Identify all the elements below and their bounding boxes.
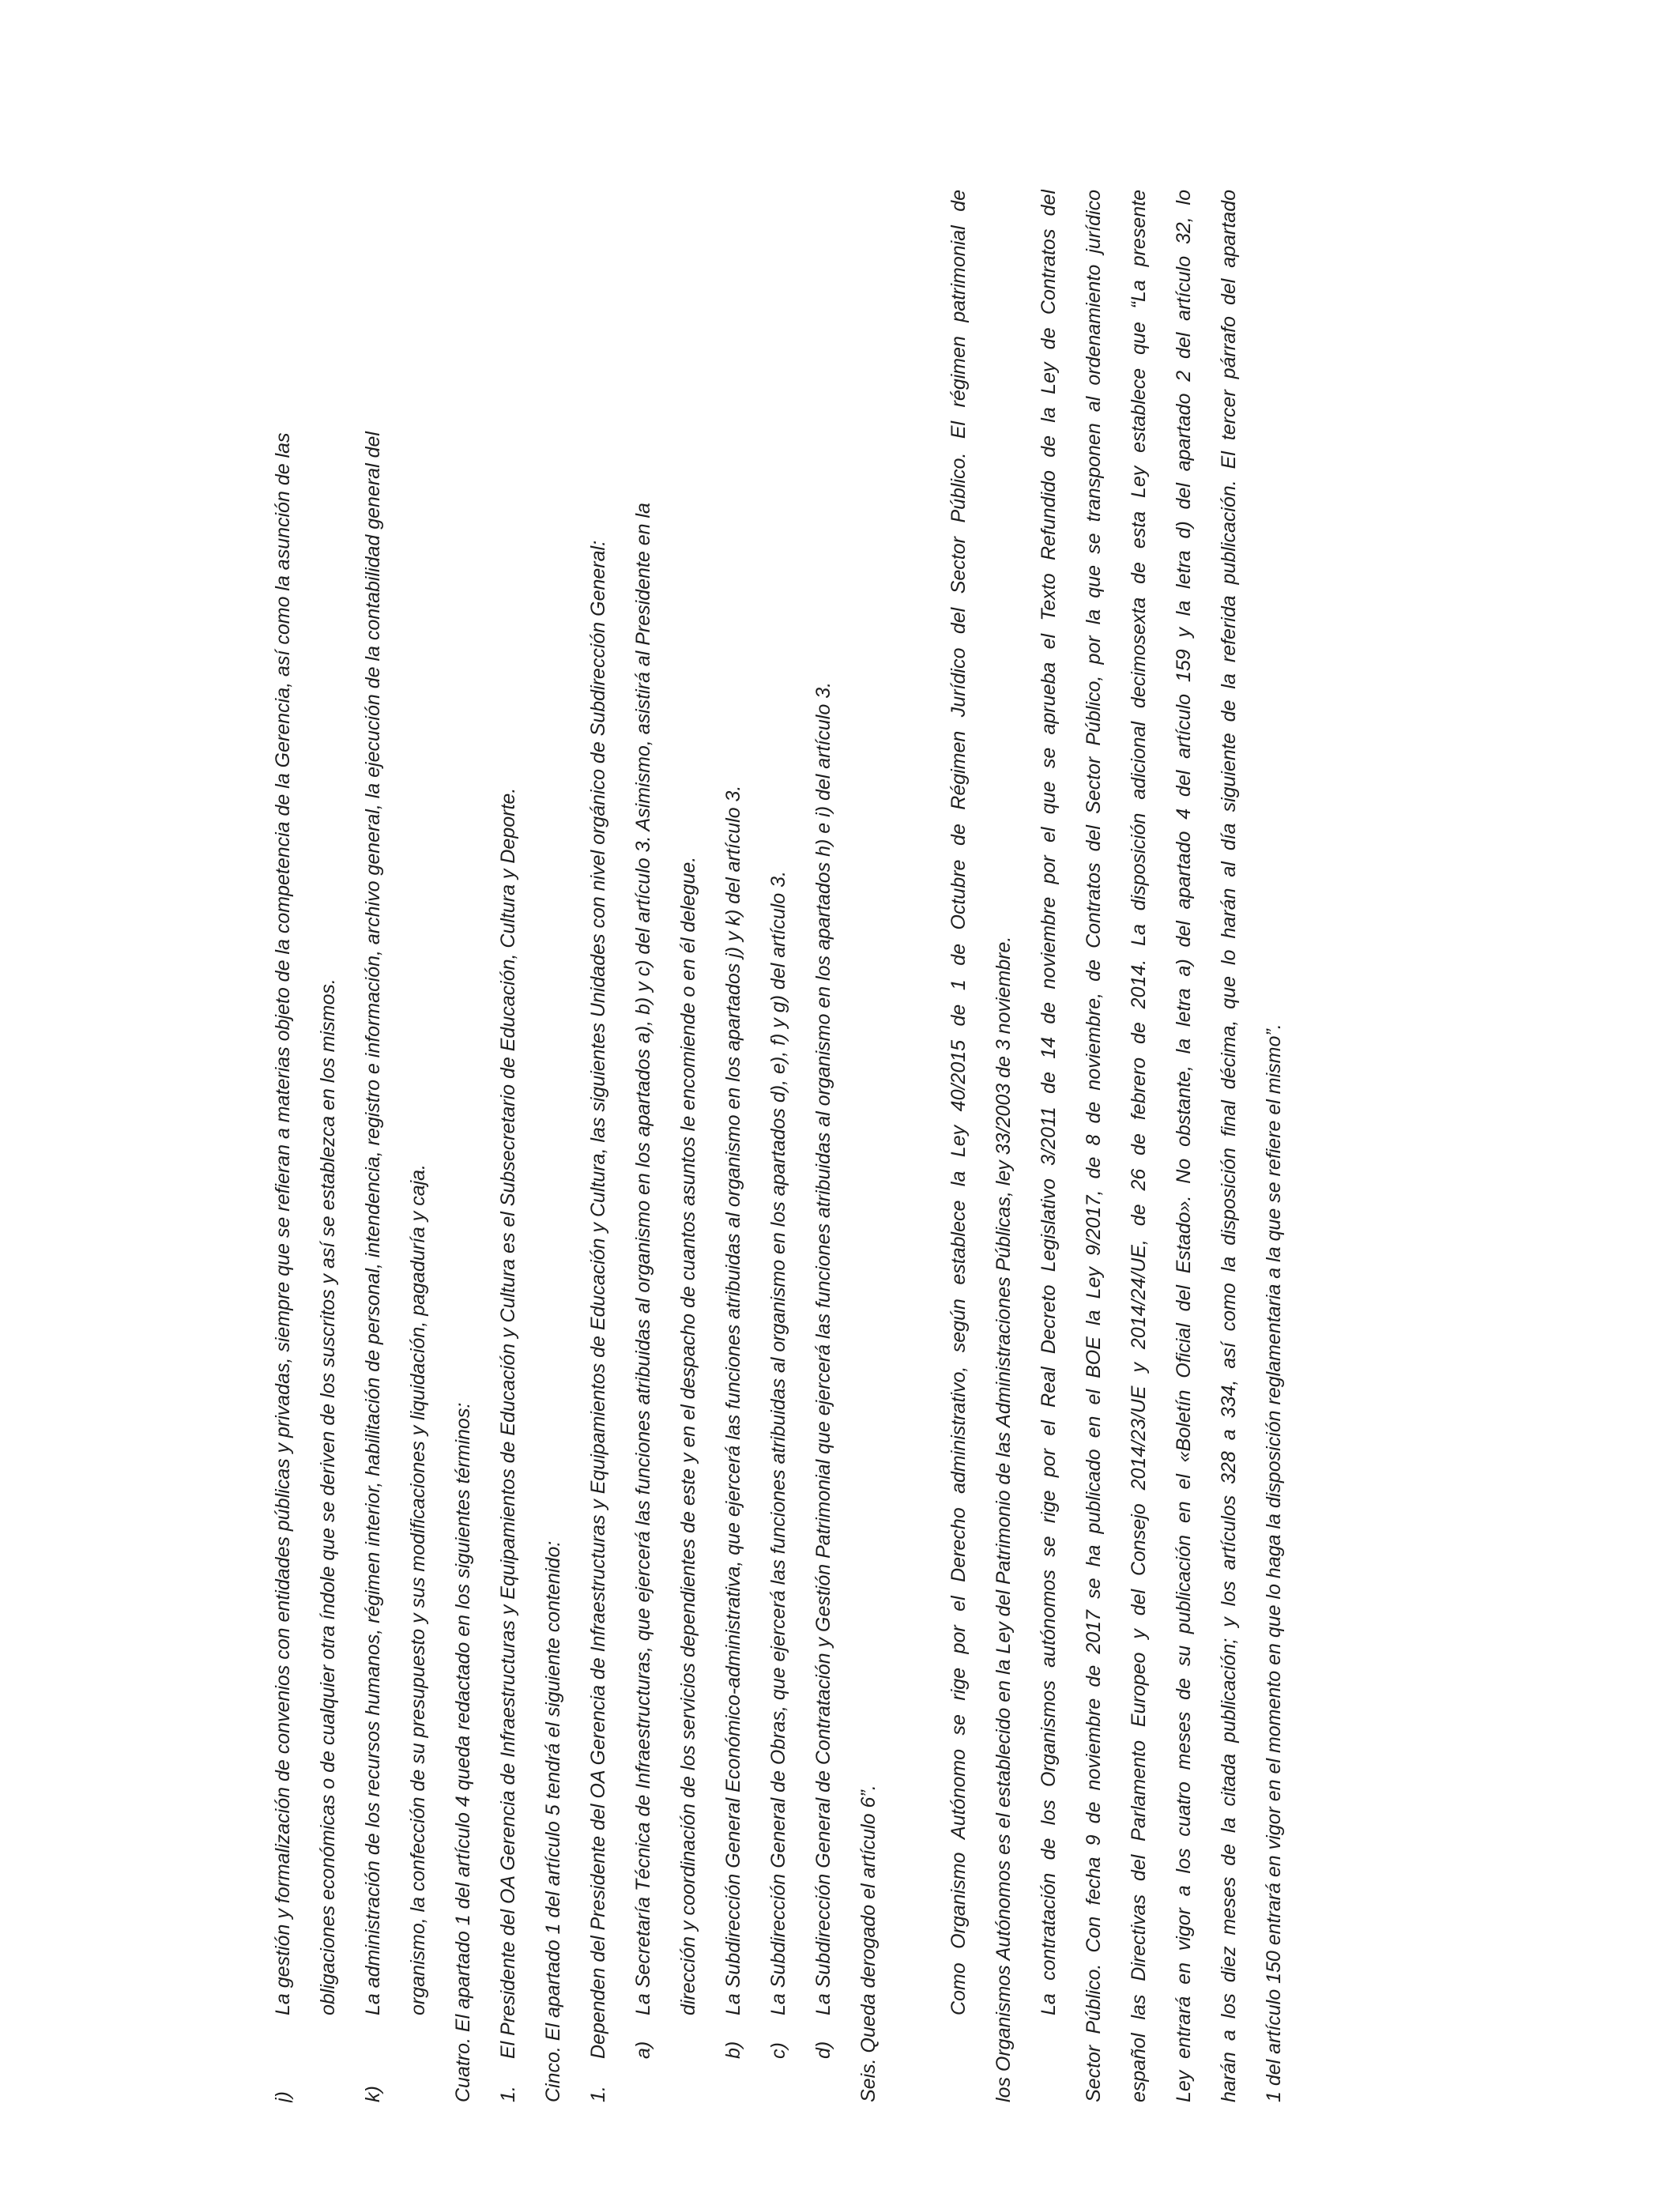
list-item-label: 1. [587, 2086, 609, 2102]
sub-item-b [711, 190, 756, 2102]
cuatro-item [486, 190, 531, 2102]
list-item-text: La Secretaría Técnica de Infraestructuras, que ejercerá las funciones atribuidas al organismo en los apartados a), b) y c) del artículo 3. Asimismo, asistirá al Presidente en la [632, 503, 654, 2015]
paragraph-line: Ley entrará en vigor a los cuatro meses de su publicación en el «Boletín Oficial del Estado». No obstante, la letra a) del apartado 4 del artículo 159 y la letra d) del apartado 2 del artículo 32, lo [1173, 190, 1195, 2102]
sub-item-c [756, 190, 801, 2102]
paragraph-line: La contratación de los Organismos autónomos se rige por el Real Decreto Legislativo 3/2011 de 14 de noviembre por el que se aprueba el Texto Refundido de la Ley de Contratos del [1038, 190, 1060, 2015]
sub-item-a [621, 190, 666, 2102]
paragraph-line: Sector Público. Con fecha 9 de noviembre de 2017 se ha publicado en el BOE la Ley 9/2017, de 8 de noviembre, de Contratos del Sector Público, por la que se transponen al ordenamiento jurídico [1083, 190, 1105, 2102]
rotated-text-block [261, 190, 1297, 2102]
list-item-continuation: obligaciones económicas o de cualquier otra índole que se deriven de los suscritos y así se establezca en los mismos. [317, 978, 339, 2015]
list-item-continuation: organismo, la confección de su presupuesto y sus modificaciones y liquidación, pagaduría y caja. [407, 1163, 429, 2015]
list-item-label: d) [812, 2041, 834, 2059]
list-item-text: La Subdirección General Económico-administrativa, que ejercerá las funciones atribuidas al organismo en los apartados j) y k) del artículo 3. [722, 785, 744, 2015]
cinco-item [576, 190, 621, 2102]
list-item-label: j) [272, 2091, 294, 2102]
list-item-label: a) [632, 2041, 654, 2059]
list-item-label: b) [722, 2041, 744, 2059]
list-item-text: La administración de los recursos humanos, régimen interior, habilitación de personal, intendencia, registro e información, archivo general, la ejecución de la contabilidad general del [362, 432, 384, 2015]
list-item-label: c) [767, 2042, 789, 2059]
list-item-label: k) [362, 2086, 384, 2102]
paragraph-line: español las Directivas del Parlamento Europeo y del Consejo 2014/23/UE y 2014/24/UE, de 26 de febrero de 2014. La disposición adicional decimosexta de esta Ley establece que “La presente [1128, 190, 1150, 2102]
list-item-label: 1. [497, 2086, 519, 2102]
list-item-k [351, 190, 396, 2102]
paragraph-line: Como Organismo Autónomo se rige por el Derecho administrativo, según establece la Ley 40/2015 de 1 de Octubre de Régimen Jurídico del Sector Público. El régimen patrimonial de [947, 190, 970, 2015]
list-item-text: El Presidente del OA Gerencia de Infraestructuras y Equipamientos de Educación y Cultura es el Subsecretario de Educación, Cultura y Deporte. [497, 787, 519, 2059]
list-item-text: Dependen del Presidente del OA Gerencia de Infraestructuras y Equipamientos de Educación y Cultura, las siguientes Unidades con nivel orgánico de Subdirección General: [587, 540, 609, 2059]
paragraph-line: los Organismos Autónomos es el establecido en la Ley del Patrimonio de las Administraciones Públicas, ley 33/2003 de 3 noviembre. [993, 936, 1015, 2102]
section-seis: Seis. Queda derogado el artículo 6”. [857, 1785, 880, 2102]
list-item-j [261, 190, 306, 2102]
list-item-text: La Subdirección General de Obras, que ejercerá las funciones atribuidas al organismo en los apartados d), e), f) y g) del artículo 3. [767, 870, 789, 2015]
list-item-text: La Subdirección General de Contratación y Gestión Patrimonial que ejercerá las funciones atribuidas al organismo en los apartados h) e i) del artículo 3. [812, 681, 834, 2015]
section-cinco: Cinco. El apartado 1 del artículo 5 tendrá el siguiente contenido: [542, 1540, 564, 2102]
section-cuatro: Cuatro. El apartado 1 del artículo 4 queda redactado en los siguientes términos: [452, 1402, 474, 2102]
sub-item-d [801, 190, 846, 2102]
paragraph-line: harán a los diez meses de la citada publicación; y los artículos 328 a 334, así como la disposición final décima, que lo harán al día siguiente de la referida publicación. El tercer párrafo del apartado [1218, 190, 1240, 2102]
list-item-text: La gestión y formalización de convenios con entidades públicas y privadas, siempre que se refieran a materias objeto de la competencia de la Gerencia, así como la asunción de las [272, 432, 294, 2015]
spacer [891, 190, 936, 2102]
list-item-continuation: dirección y coordinación de los servicios dependientes de este y en el despacho de cuantos asuntos le encomiende o en él delegue. [677, 856, 699, 2015]
paragraph-line: 1 del artículo 150 entrará en vigor en el momento en que lo haga la disposición reglamentaria a la que se refiere el mismo”. [1263, 1023, 1285, 2102]
